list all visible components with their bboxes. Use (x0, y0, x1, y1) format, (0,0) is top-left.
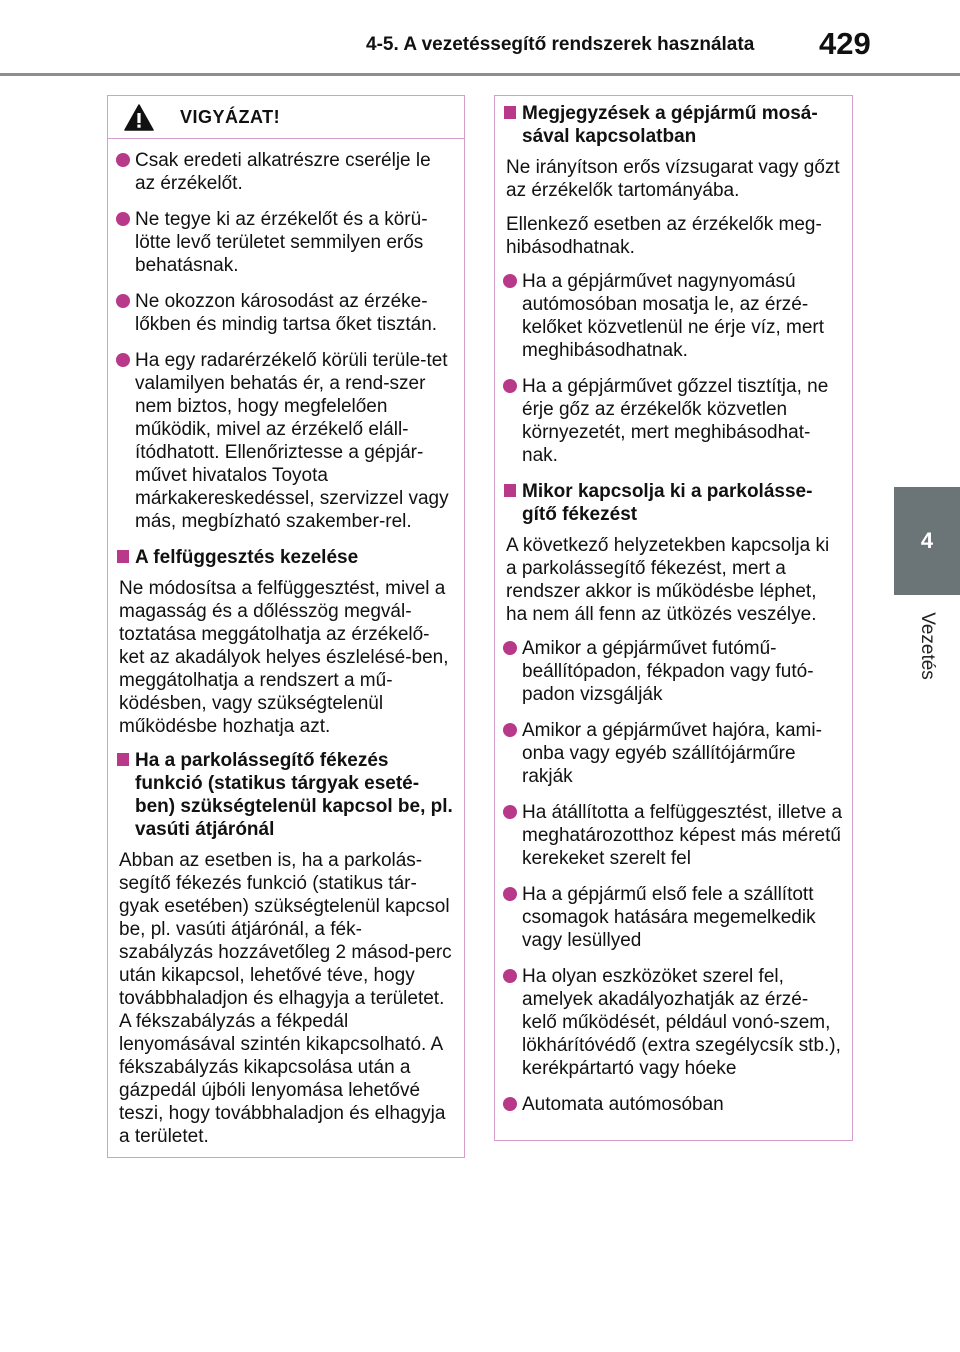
notes-box (494, 95, 853, 1141)
bullet-dot-icon (116, 294, 130, 308)
bullet-dot-icon (503, 641, 517, 655)
warning-triangle-icon (124, 104, 154, 131)
bullet-dot-icon (503, 379, 517, 393)
list-item: Ha a gépjárművet nagynyomású autómosóban mosatja le, az érzé-kelőket közvetlenül ne érje víz, mert meghibásodhatnak. (506, 270, 842, 362)
list-item: Ne okozzon károsodást az érzéke-lőkben és mindig tartsa őket tisztán. (119, 290, 454, 336)
chapter-label: Vezetés (917, 612, 938, 680)
bullet-dot-icon (116, 353, 130, 367)
list-item: Automata autómosóban (506, 1093, 842, 1116)
caution-box (107, 95, 465, 1158)
list-item: Amikor a gépjárművet hajóra, kami-onba vagy egyéb szállítójárműre rakják (506, 719, 842, 788)
caution-header (108, 96, 464, 139)
section-square-icon (504, 484, 516, 497)
list-item: Ha egy radarérzékelő körüli terüle-tet valamilyen behatás ér, a rend-szer nem biztos, hogy megfelelően működik, mivel az érzékelő eláll-ítódhatott. Ellenőriztesse a gépjár-művet hivatalos Toyota márkakereskedéssel, szervizzel vagy más, megbízható szakember-rel. (119, 349, 454, 533)
paragraph-brake-off: A következő helyzetekben kapcsolja ki a parkolássegítő fékezést, mert a rendszer akkor is működésbe léphet, ha nem áll fenn az ütközés veszélye. (506, 535, 830, 625)
list-item: Ha olyan eszközöket szerel fel, amelyek akadályozhatják az érzé-kelő működését, például vonó-szem, lökhárítóvédő (extra szegélycsík stb.), kerékpártartó vagy hóeke (506, 965, 842, 1080)
paragraph-suspension: Ne módosítsa a felfüggesztést, mivel a magasság és a dőlésszög megvál-toztatása meggátolhatja az érzékelő-ket az akadályok helyes észlelésé-ben, meggátolhatja a rendszert a mű-ködésben, vagy szükségtelenül működésbe hozhatja azt. (119, 578, 449, 737)
paragraph-wash-1: Ne irányítson erős vízsugarat vagy gőzt az érzékelők tartományába. (506, 157, 840, 201)
section-square-icon (504, 106, 516, 119)
list-item: Amikor a gépjárművet futómű-beállítópadon, fékpadon vagy futó-padon vizsgálják (506, 637, 842, 706)
page-number: 429 (819, 26, 871, 61)
chapter-tab (894, 487, 960, 595)
bullet-dot-icon (503, 1097, 517, 1111)
paragraph-wash-2: Ellenkező esetben az érzékelők meg-hibásodhatnak. (506, 214, 822, 258)
bullet-dot-icon (503, 805, 517, 819)
paragraph-railway: Abban az esetben is, ha a parkolás-segítő fékezés funkció (statikus tár-gyak esetében) szükségtelenül kapcsol be, pl. vasúti átjárónál, a fék-szabályzás hozzávetőleg 2 másod-perc után kikapcsol, lehetővé téve, hogy továbbhaladjon és elhagyja a területet. A fékszabályzás a fékpedál lenyomásával szintén kikapcsolható. A fékszabályzás kikapcsolása után a gázpedál újbóli lenyomása lehetővé teszi, hogy továbbhaladjon és elhagyja a területet. (119, 850, 452, 1147)
list-item: Csak eredeti alkatrészre cserélje le az érzékelőt. (119, 149, 454, 195)
bullet-dot-icon (116, 153, 130, 167)
section-heading-suspension: A felfüggesztés kezelése (119, 546, 454, 569)
chapter-number: 4 (920, 528, 934, 553)
header-divider (0, 73, 960, 76)
bullet-dot-icon (503, 723, 517, 737)
list-item: Ha a gépjármű első fele a szállított csomagok hatására megemelkedik vagy lesüllyed (506, 883, 842, 952)
bullet-dot-icon (116, 212, 130, 226)
section-square-icon (117, 550, 129, 563)
bullet-dot-icon (503, 274, 517, 288)
caution-title: VIGYÁZAT! (180, 107, 281, 127)
list-item: Ha a gépjárművet gőzzel tisztítja, ne érje gőz az érzékelők közvetlen környezetét, mert meghibásodhat-nak. (506, 375, 842, 467)
section-heading-railway: Ha a parkolássegítő fékezés funkció (statikus tárgyak eseté-ben) szükségtelenül kapcsol be, pl. vasúti átjárónál (119, 749, 454, 841)
section-square-icon (117, 753, 129, 766)
section-title: 4-5. A vezetéssegítő rendszerek használata (366, 34, 755, 55)
list-item: Ha átállította a felfüggesztést, illetve a meghatározotthoz képest más méretű kerekeket szerelt fel (506, 801, 842, 870)
bullet-dot-icon (503, 969, 517, 983)
list-item: Ne tegye ki az érzékelőt és a körü-lötte levő területet semmilyen erős behatásnak. (119, 208, 454, 277)
section-heading-brake-off: Mikor kapcsolja ki a parkolásse-gítő fékezést (506, 480, 842, 526)
bullet-dot-icon (503, 887, 517, 901)
section-heading-wash: Megjegyzések a gépjármű mosá-sával kapcsolatban (506, 102, 842, 148)
